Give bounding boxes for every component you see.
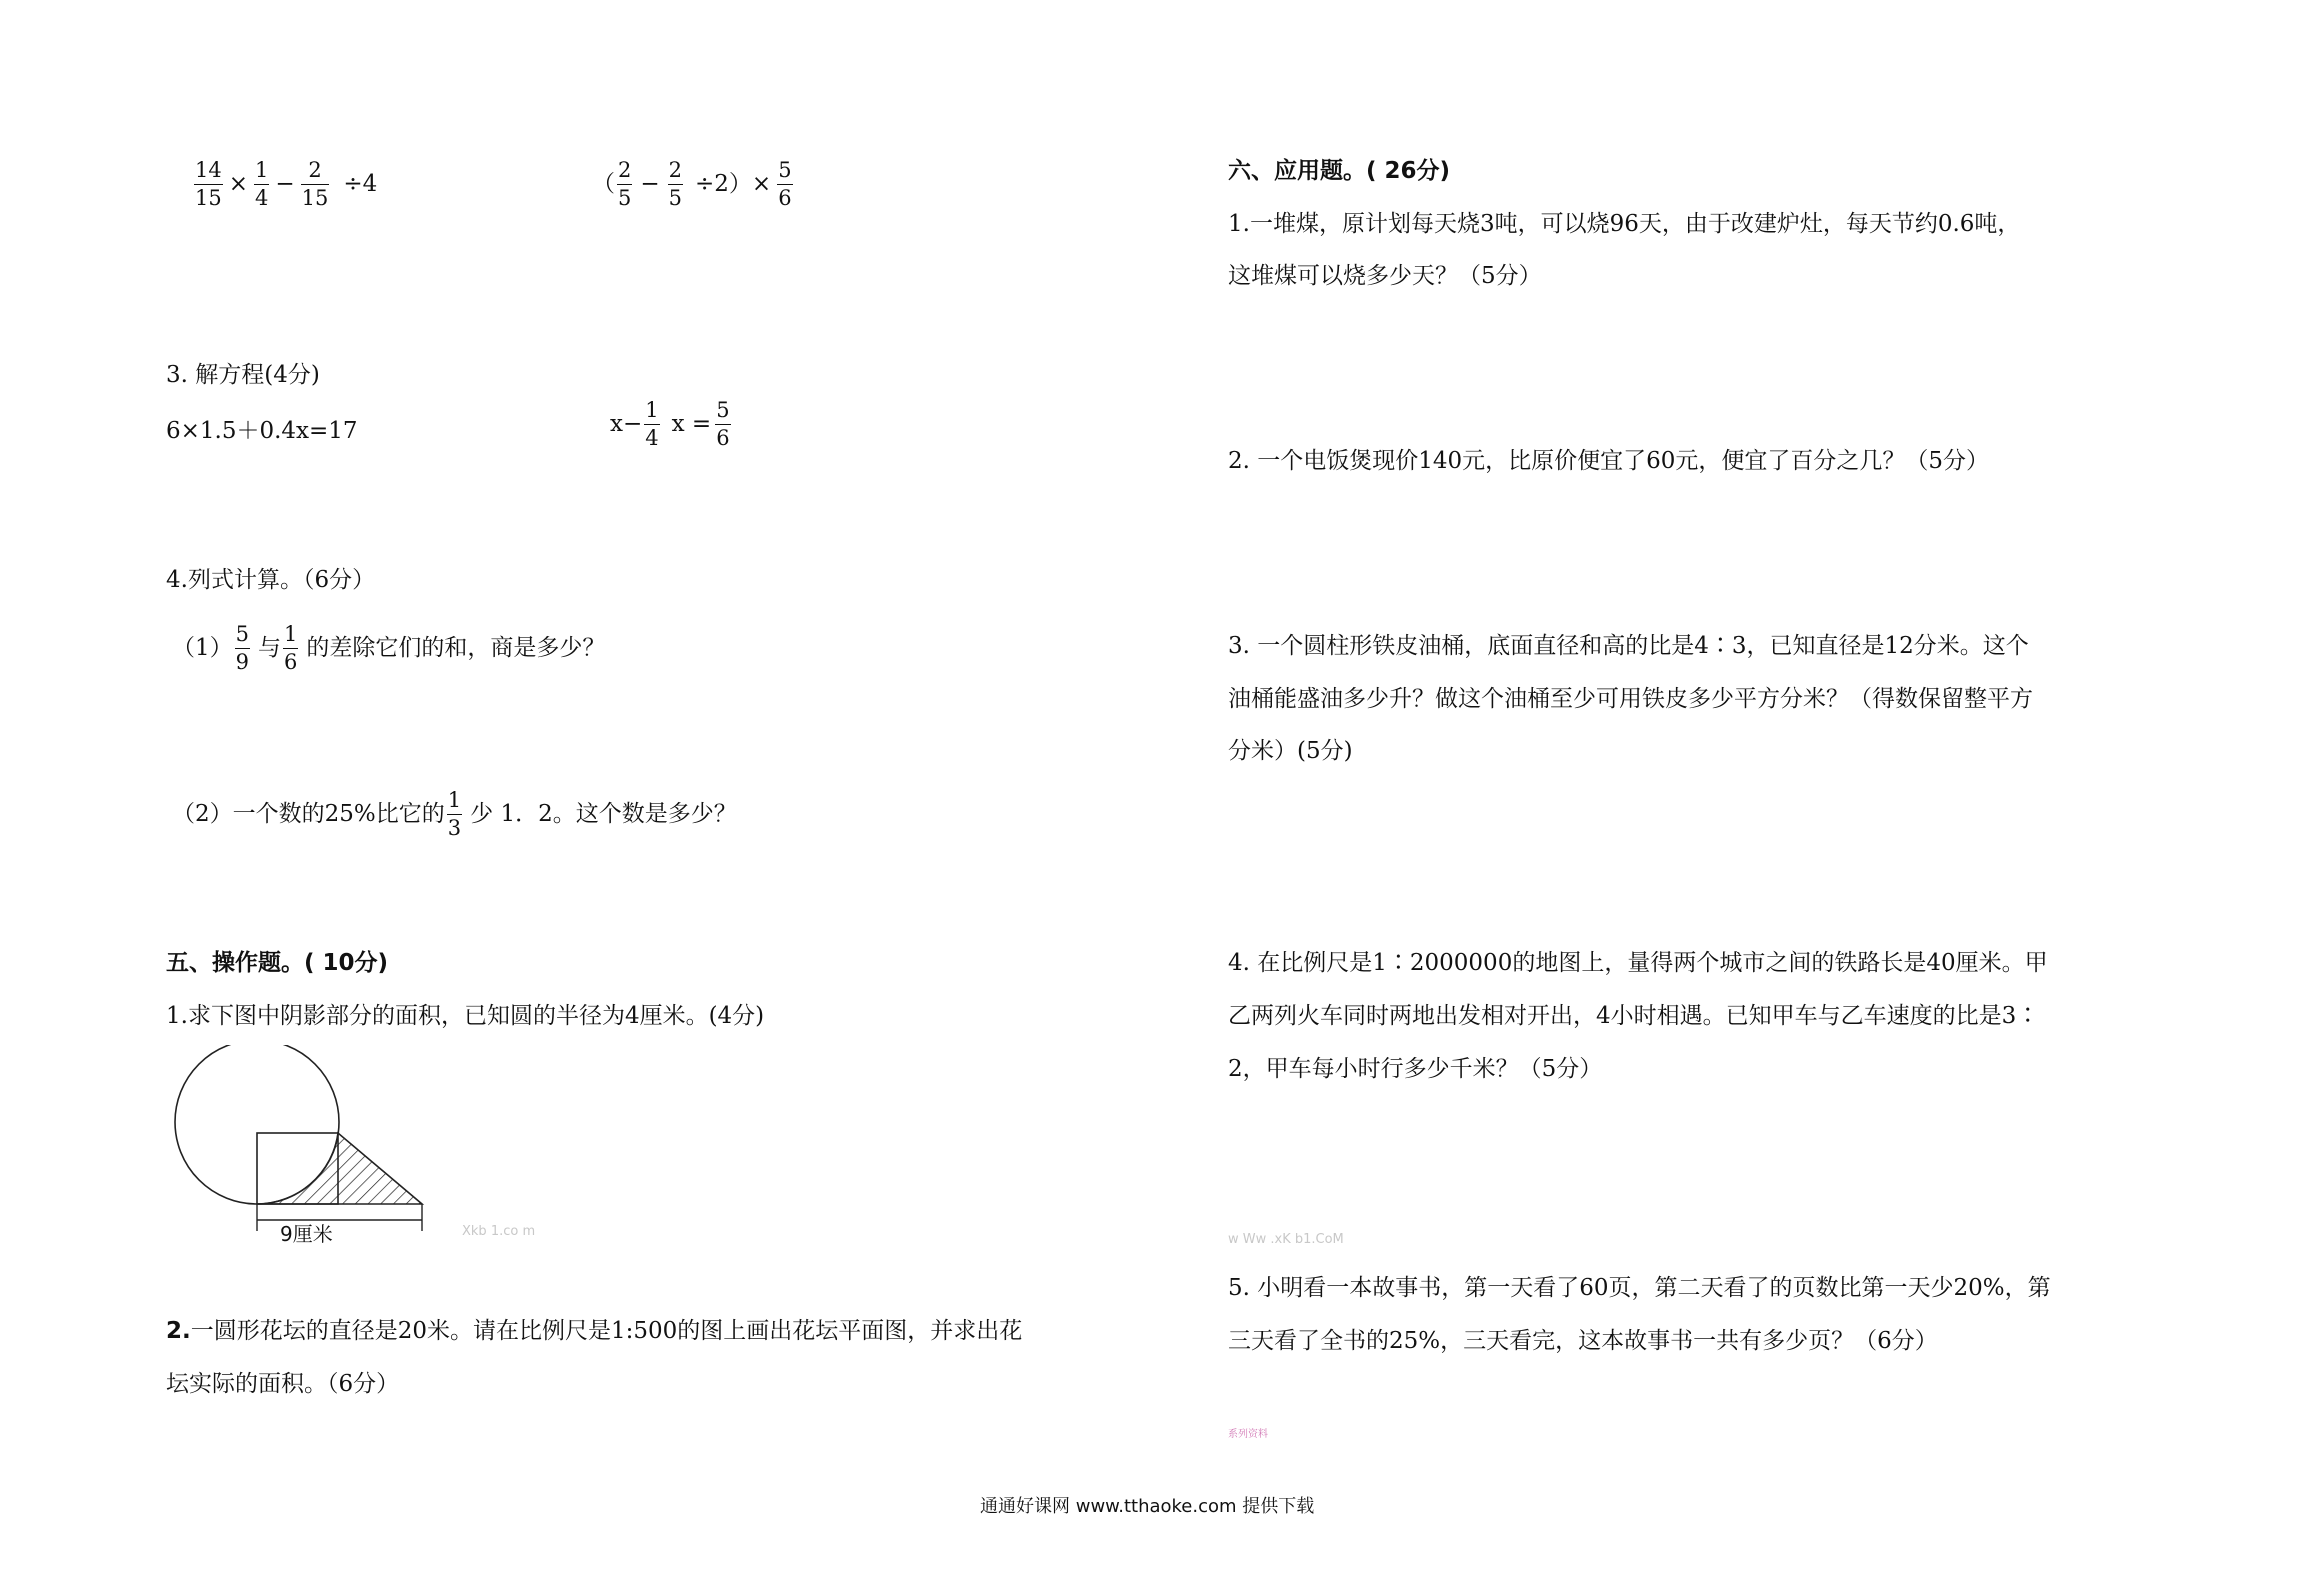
fraction: $\frac{1}{3}$ xyxy=(447,788,462,840)
fraction: $\frac{2}{5}$ xyxy=(618,158,632,210)
section-6-title: 六、应用题。( 26分) xyxy=(1228,158,1451,184)
fraction: $\frac{1}{6}$ xyxy=(284,622,298,674)
section-5-question-2-line-2: 坛实际的面积。（6分） xyxy=(166,1371,400,1397)
calc-expression-1: $\frac{14}{15}$ × $\frac{1}{4}$ − $\frac{2}{15}$ ÷4 xyxy=(195,158,378,210)
question-4-part-1: （1） $\frac{5}{9}$ 与 $\frac{1}{6}$ 的差除它们的和，商是多少？ xyxy=(172,622,606,674)
section-6-question-5-line-2: 三天看了全书的25%，三天看完，这本故事书一共有多少页？（6分） xyxy=(1228,1328,1938,1354)
watermark-text: Xkb 1.co m xyxy=(462,1224,536,1239)
section-5-question-2: 2.一圆形花坛的直径是20米。请在比例尺是1:500的图上画出花坛平面图，并求出花 xyxy=(166,1318,1023,1344)
shaded-region xyxy=(257,1133,422,1204)
fraction: $\frac{2}{15}$ xyxy=(301,158,329,210)
section-6-question-1-line-2: 这堆煤可以烧多少天？（5分） xyxy=(1228,263,1542,289)
question-3-title: 3. 解方程(4分) xyxy=(166,362,320,388)
fraction: $\frac{5}{6}$ xyxy=(716,398,730,450)
section-6-question-2: 2. 一个电饭煲现价140元，比原价便宜了60元，便宜了百分之几？（5分） xyxy=(1228,448,1990,474)
section-6-question-4-line-3: 2，甲车每小时行多少千米？（5分） xyxy=(1228,1056,1603,1082)
section-6-question-3-line-2: 油桶能盛油多少升？做这个油桶至少可用铁皮多少平方分米？（得数保留整平方 xyxy=(1228,686,2033,712)
equation-1: 6×1.5＋0.4x=17 xyxy=(166,418,358,444)
section-6-question-5: 5. 小明看一本故事书，第一天看了60页，第二天看了的页数比第一天少20%，第 xyxy=(1228,1275,2051,1301)
fraction: $\frac{1}{4}$ xyxy=(645,398,659,450)
fraction: $\frac{2}{5}$ xyxy=(668,158,683,210)
section-6-question-3: 3. 一个圆柱形铁皮油桶，底面直径和高的比是4∶3，已知直径是12分米。这个 xyxy=(1228,633,2029,659)
shaded-area-figure xyxy=(170,1045,450,1245)
equation-2: x− $\frac{1}{4}$ x = $\frac{5}{6}$ xyxy=(610,398,730,450)
fraction: $\frac{14}{15}$ xyxy=(195,158,222,210)
section-6-question-4: 4. 在比例尺是1∶2000000的地图上，量得两个城市之间的铁路长是40厘米。甲 xyxy=(1228,950,2048,976)
series-watermark: 系列资料 xyxy=(1228,1429,1268,1440)
section-6-question-3-line-3: 分米）(5分) xyxy=(1228,738,1353,764)
section-5-question-1: 1.求下图中阴影部分的面积，已知圆的半径为4厘米。(4分) xyxy=(166,1003,765,1029)
watermark-text: w Ww .xK b1.CoM xyxy=(1228,1232,1344,1247)
page-footer: 通通好课网 www.tthaoke.com 提供下载 xyxy=(980,1496,1315,1517)
section-6-question-1: 1.一堆煤，原计划每天烧3吨，可以烧96天，由于改建炉灶，每天节约0.6吨， xyxy=(1228,211,2021,237)
question-4-title: 4.列式计算。（6分） xyxy=(166,567,376,593)
fraction: $\frac{5}{9}$ xyxy=(235,622,250,674)
section-5-title: 五、操作题。( 10分) xyxy=(166,950,389,976)
question-4-part-2: （2）一个数的25%比它的 $\frac{1}{3}$ 少 1．2。这个数是多少？ xyxy=(172,788,737,840)
section-6-question-4-line-2: 乙两列火车同时两地出发相对开出，4小时相遇。已知甲车与乙车速度的比是3∶ xyxy=(1228,1003,2040,1029)
figure-label: 9厘米 xyxy=(280,1222,333,1245)
fraction: $\frac{1}{4}$ xyxy=(255,158,269,210)
fraction: $\frac{5}{6}$ xyxy=(778,158,792,210)
calc-expression-2: （ $\frac{2}{5}$ − $\frac{2}{5}$ ÷2）× $\frac{5}{6}$ xyxy=(592,158,792,210)
